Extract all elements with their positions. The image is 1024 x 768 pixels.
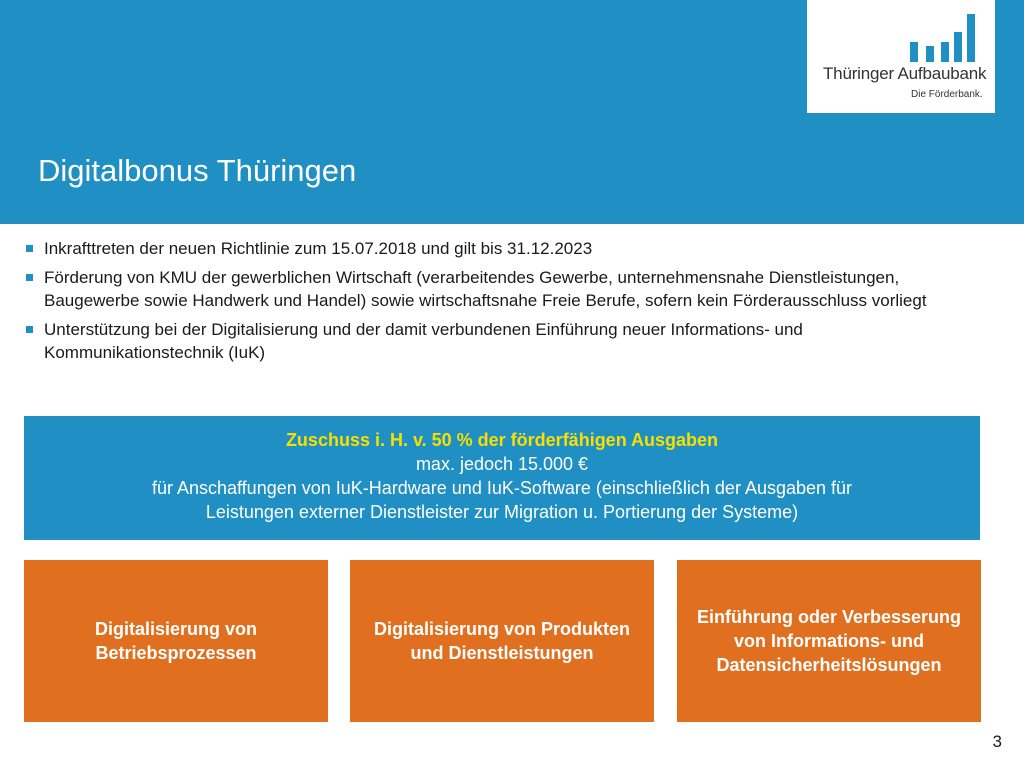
focus-box-label: Einführung oder Verbesserung von Informations- und Datensicherheitslösungen bbox=[696, 607, 962, 675]
bullet-text: Inkrafttreten der neuen Richtlinie zum 15.07.2018 und gilt bis 31.12.2023 bbox=[44, 239, 593, 258]
logo-name: Thüringer Aufbaubank bbox=[823, 64, 987, 83]
focus-box-products-services bbox=[350, 560, 654, 722]
logo-bars-icon bbox=[910, 12, 976, 62]
focus-box-security-solutions bbox=[677, 560, 981, 722]
square-bullet-icon bbox=[26, 245, 33, 252]
funding-headline: Zuschuss i. H. v. 50 % der förderfähigen Ausgaben bbox=[285, 430, 719, 450]
square-bullet-icon bbox=[26, 274, 33, 281]
focus-box-business-processes bbox=[24, 560, 328, 722]
bullet-text: Unterstützung bei der Digitalisierung und der damit verbundenen Einführung neuer Informations- und Kommunikationstechnik (IuK) bbox=[44, 320, 803, 362]
bullet-item bbox=[24, 237, 974, 260]
logo bbox=[807, 0, 995, 113]
bullet-item bbox=[24, 318, 974, 364]
header-banner bbox=[0, 0, 1024, 224]
focus-box-label: Digitalisierung von Betriebsprozessen bbox=[94, 619, 258, 663]
page-title: Digitalbonus Thüringen bbox=[38, 153, 357, 188]
bullet-list bbox=[24, 237, 974, 370]
square-bullet-icon bbox=[26, 326, 33, 333]
bullet-text: Förderung von KMU der gewerblichen Wirtschaft (verarbeitendes Gewerbe, unternehmensnahe Dienstleistungen, Baugewerbe sowie Handwerk und Handel) sowie wirtschaftsnahe Freie Berufe, sofern kein Förderausschluss vorliegt bbox=[44, 268, 927, 310]
focus-box-label: Digitalisierung von Produkten und Dienstleistungen bbox=[373, 619, 631, 663]
funding-highlight-box bbox=[24, 416, 980, 540]
funding-scope-line-2: Leistungen externer Dienstleister zur Migration u. Portierung der Systeme) bbox=[205, 502, 799, 522]
bullet-item bbox=[24, 266, 974, 312]
funding-scope-line-1: für Anschaffungen von IuK-Hardware und IuK-Software (einschließlich der Ausgaben für bbox=[151, 478, 853, 498]
page-number: 3 bbox=[992, 732, 1002, 751]
logo-tagline: Die Förderbank. bbox=[911, 89, 983, 100]
funding-max: max. jedoch 15.000 € bbox=[415, 454, 589, 474]
